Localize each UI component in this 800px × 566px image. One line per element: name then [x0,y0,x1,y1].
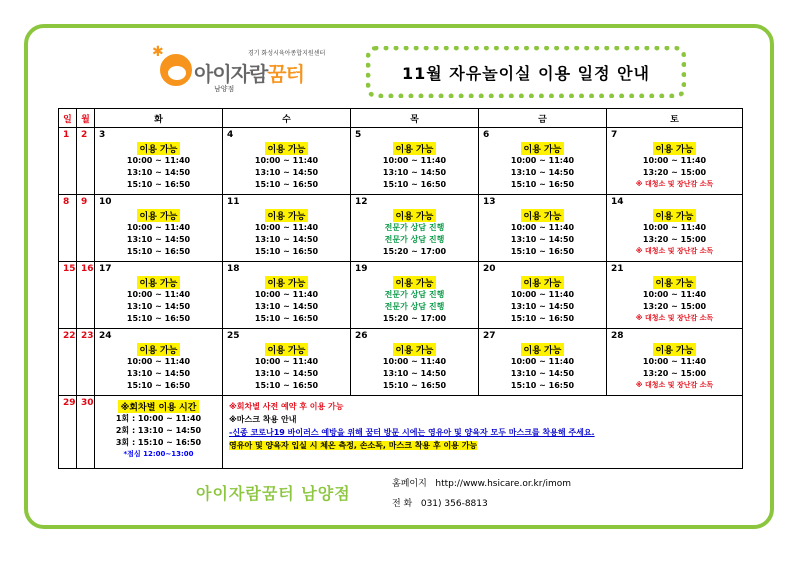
entry-rules [229,439,736,452]
consultation-label: 전문가 상담 진행 [384,290,445,299]
availability-badge: 이용 가능 [137,343,181,356]
day-cell [607,195,743,262]
cell-content [223,341,350,392]
cell-content [479,140,606,191]
day-cell-sunday [59,262,77,329]
phone-label: 전 화 [392,499,413,509]
time-slot: 13:10 ~ 14:50 [510,302,575,311]
day-cell-monday [77,262,95,329]
session-title: ※회차별 이용 시간 [118,400,200,413]
availability-badge: 이용 가능 [653,343,697,356]
availability-badge: 이용 가능 [265,276,309,289]
availability-badge: 이용 가능 [653,276,697,289]
day-cell [95,195,223,262]
session-times-cell [95,396,223,469]
day-number: 15 [63,264,76,274]
time-slot: 15:10 ~ 16:50 [382,381,447,390]
child-face-icon [160,54,192,86]
day-cell [223,262,351,329]
notice-cell [223,396,743,469]
homepage-label: 홈페이지 [392,479,427,489]
availability-badge: 이용 가능 [521,276,565,289]
week-row-last [59,396,743,469]
cell-content [607,274,742,324]
cleaning-note: ※ 대청소 및 장난감 소독 [635,247,714,255]
reservation-notice: ※회차별 사전 예약 후 이용 가능 [229,402,344,411]
availability-badge: 이용 가능 [521,209,565,222]
time-slot: 13:20 ~ 15:00 [642,302,707,311]
time-slot: 15:10 ~ 16:50 [510,247,575,256]
time-slot: 15:10 ~ 16:50 [126,247,191,256]
week-row [59,195,743,262]
day-number: 11 [227,197,240,207]
time-slot: 10:00 ~ 11:40 [254,290,319,299]
time-slot: 15:10 ~ 16:50 [126,180,191,189]
day-number: 29 [63,398,76,408]
time-slot: 15:10 ~ 16:50 [510,180,575,189]
time-slot: 13:20 ~ 15:00 [642,369,707,378]
cleaning-note: ※ 대청소 및 장난감 소독 [635,381,714,389]
cell-content [95,274,222,325]
day-number: 27 [483,331,496,341]
availability-badge: 이용 가능 [393,209,437,222]
header-tue: 화 [95,109,223,128]
footer-center-name: 아이자람꿈터 남양점 [196,484,351,503]
time-slot: 13:10 ~ 14:50 [510,235,575,244]
notice-text [223,396,742,456]
time-slot: 10:00 ~ 11:40 [126,223,191,232]
time-slot: 13:10 ~ 14:50 [254,302,319,311]
day-cell [607,262,743,329]
time-slot: 15:10 ~ 16:50 [254,180,319,189]
logo-branch: 남양점 [214,85,235,93]
day-number: 9 [81,197,88,207]
day-cell [95,329,223,396]
day-number: 6 [483,130,490,140]
cell-content [95,341,222,392]
day-cell-monday [77,396,95,469]
day-cell [351,128,479,195]
week-row [59,128,743,195]
time-slot: 13:10 ~ 14:50 [382,369,447,378]
time-slot: 10:00 ~ 11:40 [642,156,707,165]
cell-content [607,341,742,391]
consultation-label: 전문가 상담 진행 [384,223,445,232]
day-cell [351,329,479,396]
day-cell [223,195,351,262]
day-cell [479,262,607,329]
cell-content [351,274,478,325]
cell-content [351,341,478,392]
homepage-url[interactable]: http://www.hsicare.or.kr/imom [435,479,572,489]
day-cell-monday [77,128,95,195]
session-time: 3회 : 15:10 ~ 16:50 [115,438,202,447]
day-number: 7 [611,130,618,140]
day-cell [351,195,479,262]
time-slot: 10:00 ~ 11:40 [382,357,447,366]
day-number: 20 [483,264,496,274]
day-number: 4 [227,130,234,140]
availability-badge: 이용 가능 [393,276,437,289]
day-cell [95,128,223,195]
time-slot: 10:00 ~ 11:40 [510,290,575,299]
time-slot: 10:00 ~ 11:40 [126,357,191,366]
time-slot: 15:10 ~ 16:50 [126,381,191,390]
time-slot: 13:10 ~ 14:50 [126,235,191,244]
time-slot: 10:00 ~ 11:40 [510,223,575,232]
day-number: 16 [81,264,94,274]
session-time: 1회 : 10:00 ~ 11:40 [115,414,202,423]
cell-content [479,274,606,325]
day-number: 21 [611,264,624,274]
mask-notice-title: ※마스크 착용 안내 [229,415,297,424]
day-number: 12 [355,197,368,207]
day-number: 17 [99,264,112,274]
header-fri: 금 [479,109,607,128]
availability-badge: 이용 가능 [137,209,181,222]
footer-contact [392,474,571,514]
lunch-note: *점심 12:00~13:00 [123,450,194,458]
center-logo [152,44,352,100]
time-slot: 10:00 ~ 11:40 [382,156,447,165]
phone-number: 031) 356-8813 [420,499,488,509]
logo-org: 경기 화성시육아종합지원센터 [248,50,326,57]
day-number: 3 [99,130,106,140]
cell-content [223,140,350,191]
cleaning-note: ※ 대청소 및 장난감 소독 [635,314,714,322]
day-cell [223,329,351,396]
availability-badge: 이용 가능 [653,209,697,222]
time-slot: 15:10 ~ 16:50 [126,314,191,323]
day-cell-sunday [59,128,77,195]
session-times [95,396,222,459]
time-slot: 10:00 ~ 11:40 [642,290,707,299]
availability-badge: 이용 가능 [653,142,697,155]
availability-badge: 이용 가능 [265,142,309,155]
time-slot: 13:10 ~ 14:50 [382,168,447,177]
header-thu: 목 [351,109,479,128]
time-slot: 15:20 ~ 17:00 [382,314,447,323]
day-number: 13 [483,197,496,207]
time-slot: 10:00 ~ 11:40 [254,223,319,232]
cell-content [223,274,350,325]
consultation-label: 전문가 상담 진행 [384,302,445,311]
day-number: 10 [99,197,112,207]
time-slot: 15:10 ~ 16:50 [254,381,319,390]
time-slot: 10:00 ~ 11:40 [642,223,707,232]
cell-content [607,207,742,257]
time-slot: 13:10 ~ 14:50 [254,168,319,177]
availability-badge: 이용 가능 [265,343,309,356]
time-slot: 13:10 ~ 14:50 [254,235,319,244]
time-slot: 13:10 ~ 14:50 [126,302,191,311]
cell-content [479,341,606,392]
day-cell-sunday [59,329,77,396]
week-row [59,262,743,329]
availability-badge: 이용 가능 [521,142,565,155]
time-slot: 10:00 ~ 11:40 [126,156,191,165]
day-cell [607,329,743,396]
time-slot: 15:20 ~ 17:00 [382,247,447,256]
day-number: 24 [99,331,112,341]
time-slot: 10:00 ~ 11:40 [510,357,575,366]
time-slot: 13:20 ~ 15:00 [642,168,707,177]
header-sun: 일 [59,109,77,128]
time-slot: 15:10 ~ 16:50 [382,180,447,189]
day-cell [479,128,607,195]
time-slot: 10:00 ~ 11:40 [642,357,707,366]
availability-badge: 이용 가능 [393,142,437,155]
day-number: 19 [355,264,368,274]
header-row [59,109,743,128]
header-wed: 수 [223,109,351,128]
cell-content [351,140,478,191]
time-slot: 10:00 ~ 11:40 [254,156,319,165]
day-cell [607,128,743,195]
page-title: 11월 자유놀이실 이용 일정 안내 [366,46,686,98]
day-number: 22 [63,331,76,341]
time-slot: 13:10 ~ 14:50 [254,369,319,378]
cell-content [223,207,350,258]
sparkle-icon: ✱ [152,44,164,60]
mask-notice-detail: -신종 코로나19 바이러스 예방을 위해 꿈터 방문 시에는 영유아 및 양육자 모두 마스크를 착용해 주세요. [229,428,595,437]
availability-badge: 이용 가능 [393,343,437,356]
time-slot: 13:10 ~ 14:50 [126,369,191,378]
logo-name: 아이자람꿈터 [194,62,304,86]
consultation-label: 전문가 상담 진행 [384,235,445,244]
day-number: 28 [611,331,624,341]
time-slot: 15:10 ~ 16:50 [510,314,575,323]
day-cell [95,262,223,329]
availability-badge: 이용 가능 [137,276,181,289]
day-number: 5 [355,130,362,140]
availability-badge: 이용 가능 [137,142,181,155]
day-cell [223,128,351,195]
day-number: 30 [81,398,94,408]
time-slot: 10:00 ~ 11:40 [126,290,191,299]
time-slot: 15:10 ~ 16:50 [254,247,319,256]
time-slot: 15:10 ~ 16:50 [510,381,575,390]
day-number: 14 [611,197,624,207]
entry-rules-text: 영유아 및 양육자 입실 시 체온 측정, 손소독, 마스크 착용 후 이용 가능 [229,441,478,450]
day-number: 2 [81,130,88,140]
time-slot: 13:20 ~ 15:00 [642,235,707,244]
day-cell [479,329,607,396]
day-cell-monday [77,329,95,396]
cell-content [479,207,606,258]
day-cell [351,262,479,329]
cell-content [351,207,478,258]
time-slot: 15:10 ~ 16:50 [254,314,319,323]
day-number: 1 [63,130,70,140]
schedule-table [58,108,743,469]
cell-content [607,140,742,190]
time-slot: 13:10 ~ 14:50 [510,369,575,378]
day-cell-sunday [59,195,77,262]
session-time: 2회 : 13:10 ~ 14:50 [115,426,202,435]
day-cell-monday [77,195,95,262]
day-number: 18 [227,264,240,274]
week-row [59,329,743,396]
availability-badge: 이용 가능 [521,343,565,356]
availability-badge: 이용 가능 [265,209,309,222]
time-slot: 13:10 ~ 14:50 [510,168,575,177]
cell-content [95,207,222,258]
header-mon: 월 [77,109,95,128]
day-number: 26 [355,331,368,341]
time-slot: 10:00 ~ 11:40 [510,156,575,165]
day-number: 23 [81,331,94,341]
header-sat: 토 [607,109,743,128]
day-cell [479,195,607,262]
day-number: 25 [227,331,240,341]
cell-content [95,140,222,191]
cleaning-note: ※ 대청소 및 장난감 소독 [635,180,714,188]
time-slot: 10:00 ~ 11:40 [254,357,319,366]
day-cell-sunday [59,396,77,469]
time-slot: 13:10 ~ 14:50 [126,168,191,177]
day-number: 8 [63,197,70,207]
